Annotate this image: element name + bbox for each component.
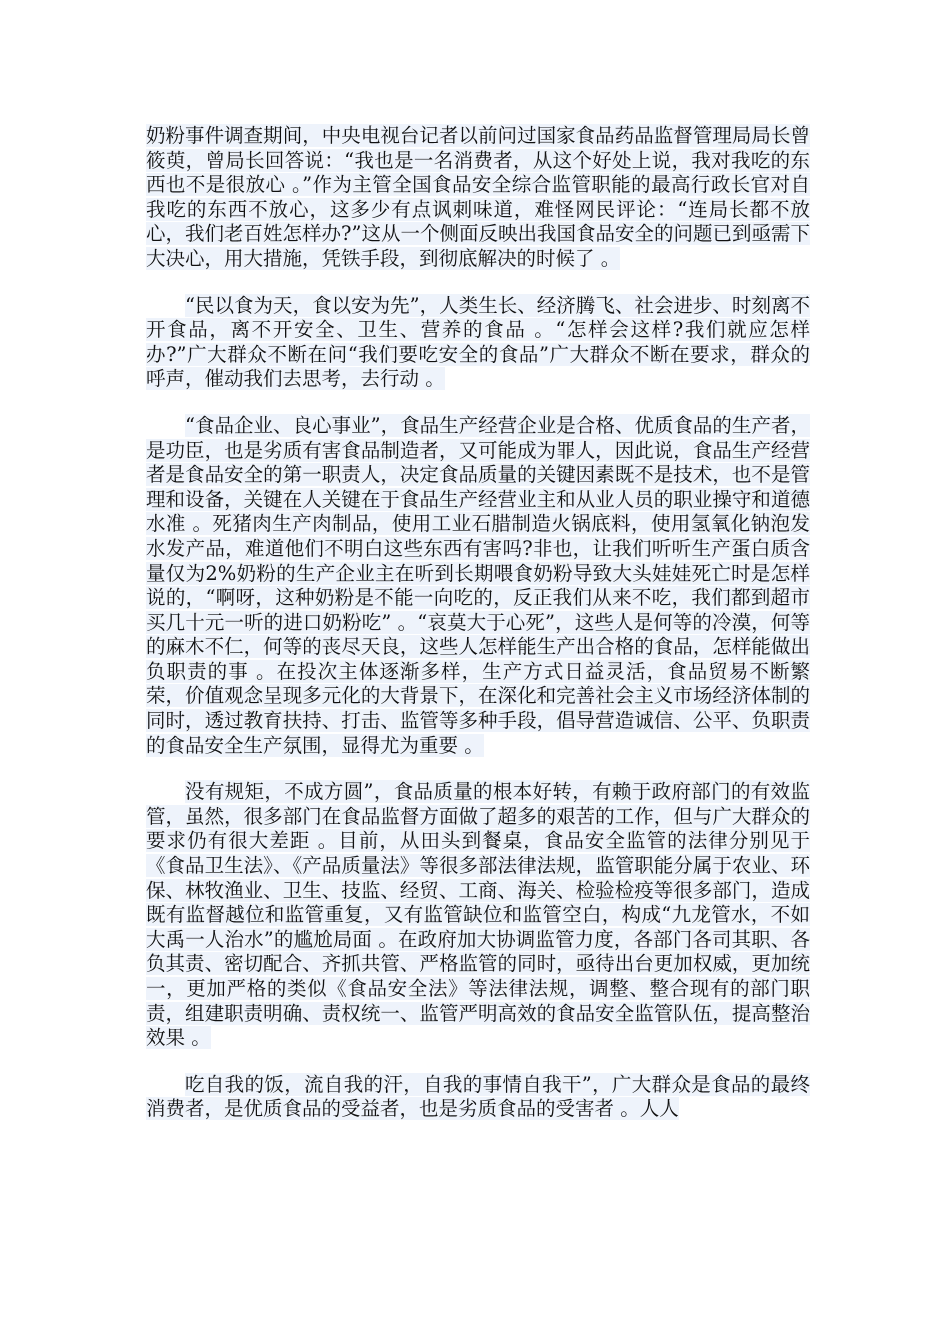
paragraph-5: [146, 1073, 810, 1122]
paragraph-text: 没有规矩，不成方圆”，食品质量的根本好转，有赖于政府部门的有效监管，虽然，很多部门在食品监督方面做了超多的艰苦的工作，但与广大群众的要求仍有很大差距 。目前，从田头到餐桌，食品安全监管的法律分别见于《食品卫生法》、《产品质量法》等很多部法律法规，监管职能分属于农业、环保、林牧渔业、卫生、技监、经贸、工商、海关、检验检疫等很多部门，造成既有监督越位和监管重复，又有监管缺位和监管空白，构成“九龙管水，不如大禹一人治水”的尴尬局面 。在政府加大协调监管力度，各部门各司其职、各负其责、密切配合、齐抓共管、严格监管的同时，亟待出台更加权威，更加统一，更加严格的类似《食品安全法》等法律法规，调整、整合现有的部门职责，组建职责明确、责权统一、监管严明高效的食品安全监管队伍，提高整治效果 。: [146, 780, 810, 1050]
document-body: [146, 124, 810, 1144]
paragraph-2: [146, 294, 810, 392]
paragraph-4: [146, 780, 810, 1051]
paragraph-text: “民以食为天，食以安为先”，人类生长、经济腾飞、社会进步、时刻离不开食品，离不开安全、卫生、营养的食品 。“怎样会这样?我们就应怎样办?”广大群众不断在问“我们要吃安全的食品”广大群众不断在要求，群众的呼声，催动我们去思考，去行动 。: [146, 293, 810, 391]
paragraph-1: [146, 124, 810, 272]
paragraph-text: 吃自我的饭，流自我的汗，自我的事情自我干”，广大群众是食品的最终消费者，是优质食品的受益者，也是劣质食品的受害者 。人人: [146, 1072, 810, 1121]
paragraph-text: “食品企业、良心事业”，食品生产经营企业是合格、优质食品的生产者，是功臣，也是劣质有害食品制造者，又可能成为罪人，因此说，食品生产经营者是食品安全的第一职责人，决定食品质量的关键因素既不是技术，也不是管理和设备，关键在人关键在于食品生产经营业主和从业人员的职业操守和道德水准 。死猪肉生产肉制品，使用工业石腊制造火锅底料，使用氢氧化钠泡发水发产品，难道他们不明白这些东西有害吗?非也，让我们听听生产蛋白质含量仅为2%奶粉的生产企业主在听到长期喂食奶粉导致大头娃娃死亡时是怎样说的，“啊呀，这种奶粉是不能一向吃的，反正我们从来不吃，我们都到超市买几十元一听的进口奶粉吃” 。“哀莫大于心死”，这些人是何等的冷漠，何等的麻木不仁，何等的丧尽天良，这些人怎样能生产出合格的食品，怎样能做出负职责的事 。在投次主体逐渐多样，生产方式日益灵活，食品贸易不断繁荣，价值观念呈现多元化的大背景下，在深化和完善社会主义市场经济体制的同时，透过教育扶持、打击、监管等多种手段，倡导营造诚信、公平、负职责的食品安全生产氛围，显得尤为重要 。: [146, 413, 810, 757]
paragraph-3: [146, 414, 810, 758]
paragraph-text: 奶粉事件调查期间，中央电视台记者以前问过国家食品药品监督管理局局长曾筱萸，曾局长回答说：“我也是一名消费者，从这个好处上说，我对我吃的东西也不是很放心 。”作为主管全国食品安全综合监管职能的最高行政长官对自我吃的东西不放心，这多少有点讽刺味道，难怪网民评论：“连局长都不放心，我们老百姓怎样办?”这从一个侧面反映出我国食品安全的问题已到亟需下大决心，用大措施，凭铁手段，到彻底解决的时候了 。: [146, 124, 810, 270]
